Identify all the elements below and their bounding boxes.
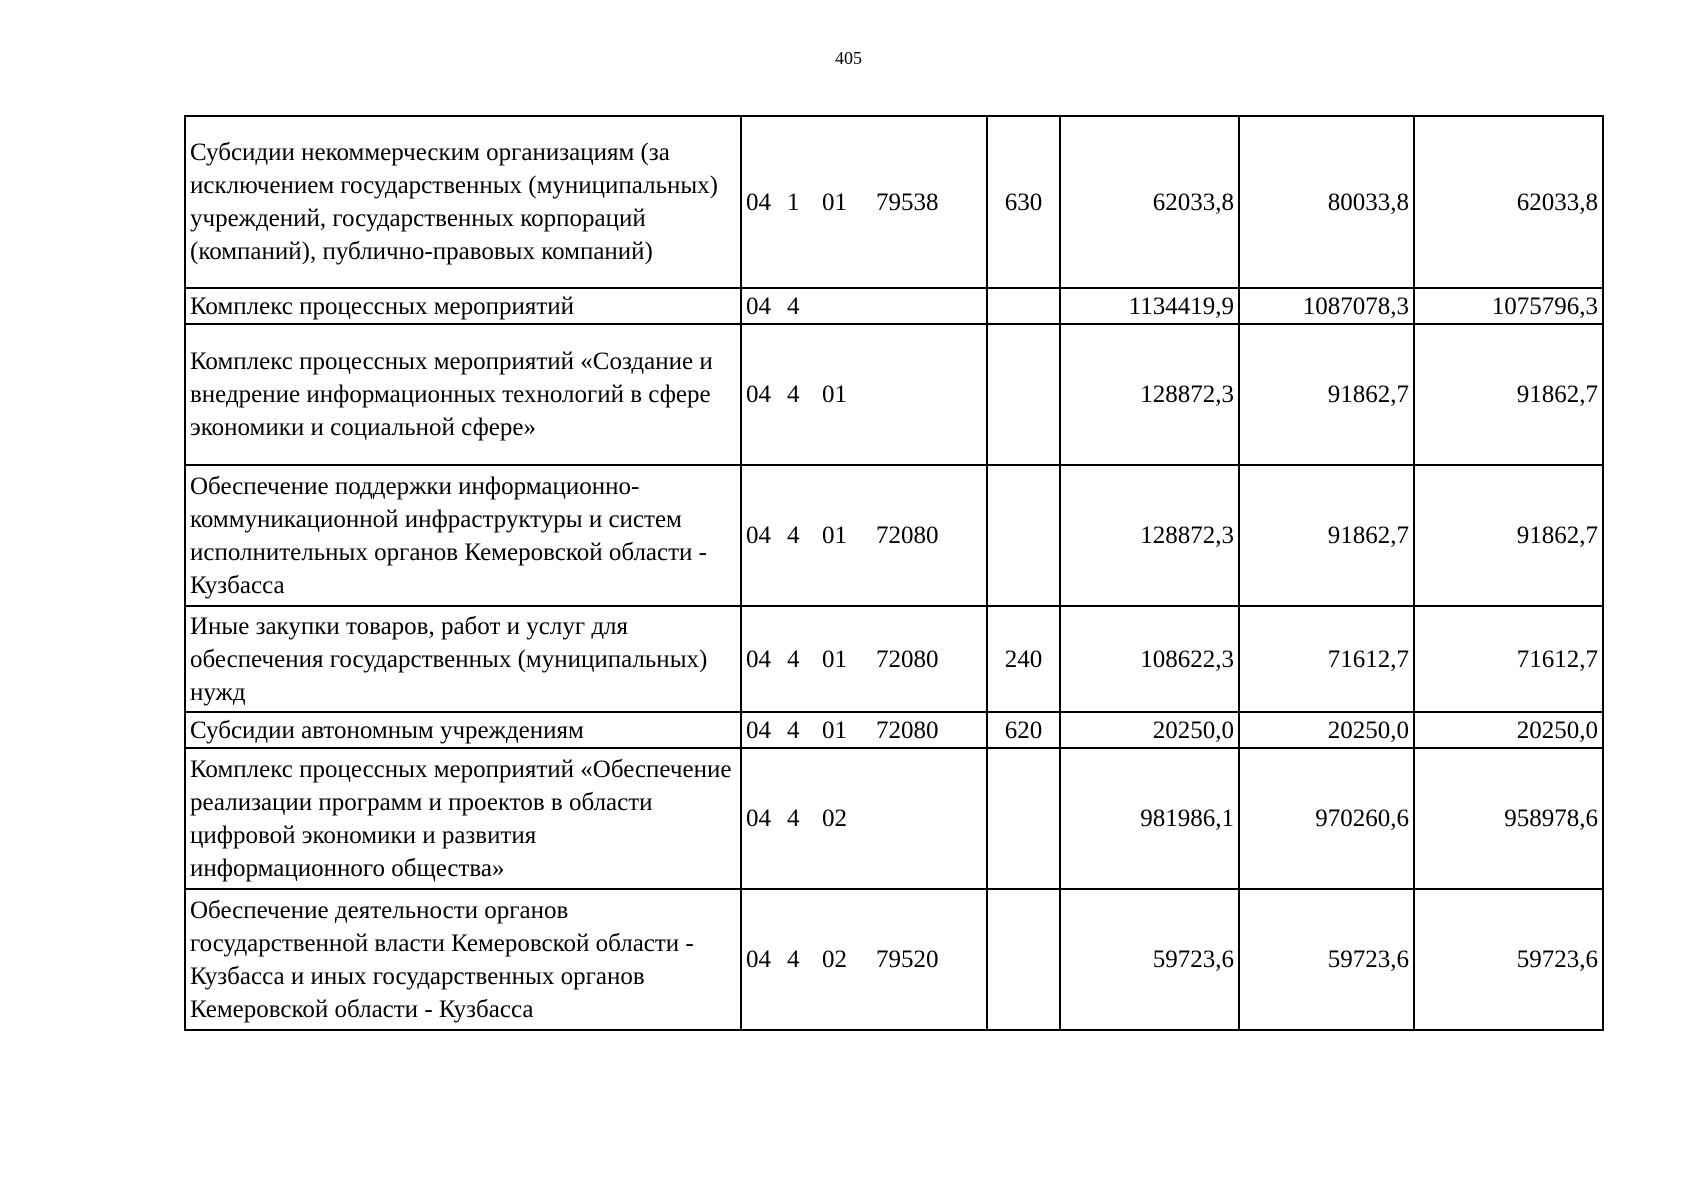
code-measure: 01 bbox=[822, 381, 847, 408]
row-expense-type bbox=[987, 465, 1060, 606]
code-subprogram: 4 bbox=[787, 522, 800, 549]
row-amount-year2: 80033,8 bbox=[1239, 116, 1414, 288]
row-amount-year1: 128872,3 bbox=[1060, 324, 1239, 465]
row-code bbox=[741, 116, 987, 288]
row-name: Комплекс процессных мероприятий «Создание и внедрение информационных технологий в сфере экономики и социальной сфере» bbox=[185, 324, 741, 465]
code-subprogram: 4 bbox=[787, 805, 800, 832]
row-amount-year3: 59723,6 bbox=[1414, 889, 1603, 1030]
row-expense-type: 240 bbox=[987, 606, 1060, 712]
table-row bbox=[185, 465, 1603, 606]
row-amount-year1: 59723,6 bbox=[1060, 889, 1239, 1030]
budget-table bbox=[184, 115, 1604, 1031]
row-name: Иные закупки товаров, работ и услуг для обеспечения государственных (муниципальных) нужд bbox=[185, 606, 741, 712]
code-subprogram: 1 bbox=[787, 188, 800, 216]
row-code bbox=[741, 748, 987, 889]
row-code bbox=[741, 712, 987, 748]
code-subprogram: 4 bbox=[787, 645, 800, 673]
row-code bbox=[741, 889, 987, 1030]
row-code bbox=[741, 465, 987, 606]
table-row bbox=[185, 748, 1603, 889]
row-amount-year3: 91862,7 bbox=[1414, 324, 1603, 465]
code-direction: 72080 bbox=[876, 645, 939, 673]
code-direction: 72080 bbox=[876, 522, 939, 549]
code-program: 04 bbox=[746, 292, 771, 320]
row-name: Обеспечение поддержки информационно-коммуникационной инфраструктуры и систем исполнительных органов Кемеровской области - Кузбасса bbox=[185, 465, 741, 606]
code-program: 04 bbox=[746, 188, 771, 216]
row-amount-year1: 62033,8 bbox=[1060, 116, 1239, 288]
table-row bbox=[185, 712, 1603, 748]
code-program: 04 bbox=[746, 645, 771, 673]
code-measure: 01 bbox=[822, 645, 847, 673]
code-program: 04 bbox=[746, 381, 771, 408]
code-measure: 02 bbox=[822, 946, 847, 973]
table-row bbox=[185, 889, 1603, 1030]
code-measure: 02 bbox=[822, 805, 847, 832]
row-amount-year3: 71612,7 bbox=[1414, 606, 1603, 712]
row-expense-type bbox=[987, 889, 1060, 1030]
row-expense-type bbox=[987, 324, 1060, 465]
row-expense-type bbox=[987, 288, 1060, 324]
row-name: Субсидии некоммерческим организациям (за исключением государственных (муниципальных) учреждений, государственных корпораций (компаний), публично-правовых компаний) bbox=[185, 116, 741, 288]
row-amount-year2: 970260,6 bbox=[1239, 748, 1414, 889]
row-code bbox=[741, 606, 987, 712]
code-subprogram: 4 bbox=[787, 946, 800, 973]
row-amount-year3: 62033,8 bbox=[1414, 116, 1603, 288]
row-expense-type: 630 bbox=[987, 116, 1060, 288]
row-name: Комплекс процессных мероприятий «Обеспечение реализации программ и проектов в области цифровой экономики и развития информационного общества» bbox=[185, 748, 741, 889]
code-measure: 01 bbox=[822, 716, 847, 744]
code-measure: 01 bbox=[822, 522, 847, 549]
row-amount-year3: 20250,0 bbox=[1414, 712, 1603, 748]
row-amount-year1: 1134419,9 bbox=[1060, 288, 1239, 324]
code-direction: 72080 bbox=[876, 716, 939, 744]
row-expense-type bbox=[987, 748, 1060, 889]
code-direction: 79538 bbox=[876, 188, 939, 216]
row-name: Субсидии автономным учреждениям bbox=[185, 712, 741, 748]
page-number: 405 bbox=[835, 48, 862, 68]
row-name: Комплекс процессных мероприятий bbox=[185, 288, 741, 324]
code-subprogram: 4 bbox=[787, 292, 800, 320]
row-code bbox=[741, 288, 987, 324]
code-subprogram: 4 bbox=[787, 381, 800, 408]
row-amount-year3: 958978,6 bbox=[1414, 748, 1603, 889]
row-amount-year1: 981986,1 bbox=[1060, 748, 1239, 889]
row-amount-year1: 128872,3 bbox=[1060, 465, 1239, 606]
row-amount-year2: 71612,7 bbox=[1239, 606, 1414, 712]
code-subprogram: 4 bbox=[787, 716, 800, 744]
table-row bbox=[185, 606, 1603, 712]
row-amount-year3: 91862,7 bbox=[1414, 465, 1603, 606]
table-row bbox=[185, 288, 1603, 324]
table-row bbox=[185, 116, 1603, 288]
code-program: 04 bbox=[746, 522, 771, 549]
table-row bbox=[185, 324, 1603, 465]
code-program: 04 bbox=[746, 946, 771, 973]
row-amount-year2: 91862,7 bbox=[1239, 324, 1414, 465]
row-amount-year2: 59723,6 bbox=[1239, 889, 1414, 1030]
code-program: 04 bbox=[746, 805, 771, 832]
row-amount-year2: 1087078,3 bbox=[1239, 288, 1414, 324]
code-direction: 79520 bbox=[876, 946, 939, 973]
row-amount-year1: 108622,3 bbox=[1060, 606, 1239, 712]
row-name: Обеспечение деятельности органов государственной власти Кемеровской области - Кузбасса и иных государственных органов Кемеровской области - Кузбасса bbox=[185, 889, 741, 1030]
row-amount-year1: 20250,0 bbox=[1060, 712, 1239, 748]
row-amount-year2: 20250,0 bbox=[1239, 712, 1414, 748]
code-program: 04 bbox=[746, 716, 771, 744]
row-amount-year3: 1075796,3 bbox=[1414, 288, 1603, 324]
row-amount-year2: 91862,7 bbox=[1239, 465, 1414, 606]
row-expense-type: 620 bbox=[987, 712, 1060, 748]
code-measure: 01 bbox=[822, 188, 847, 216]
row-code bbox=[741, 324, 987, 465]
